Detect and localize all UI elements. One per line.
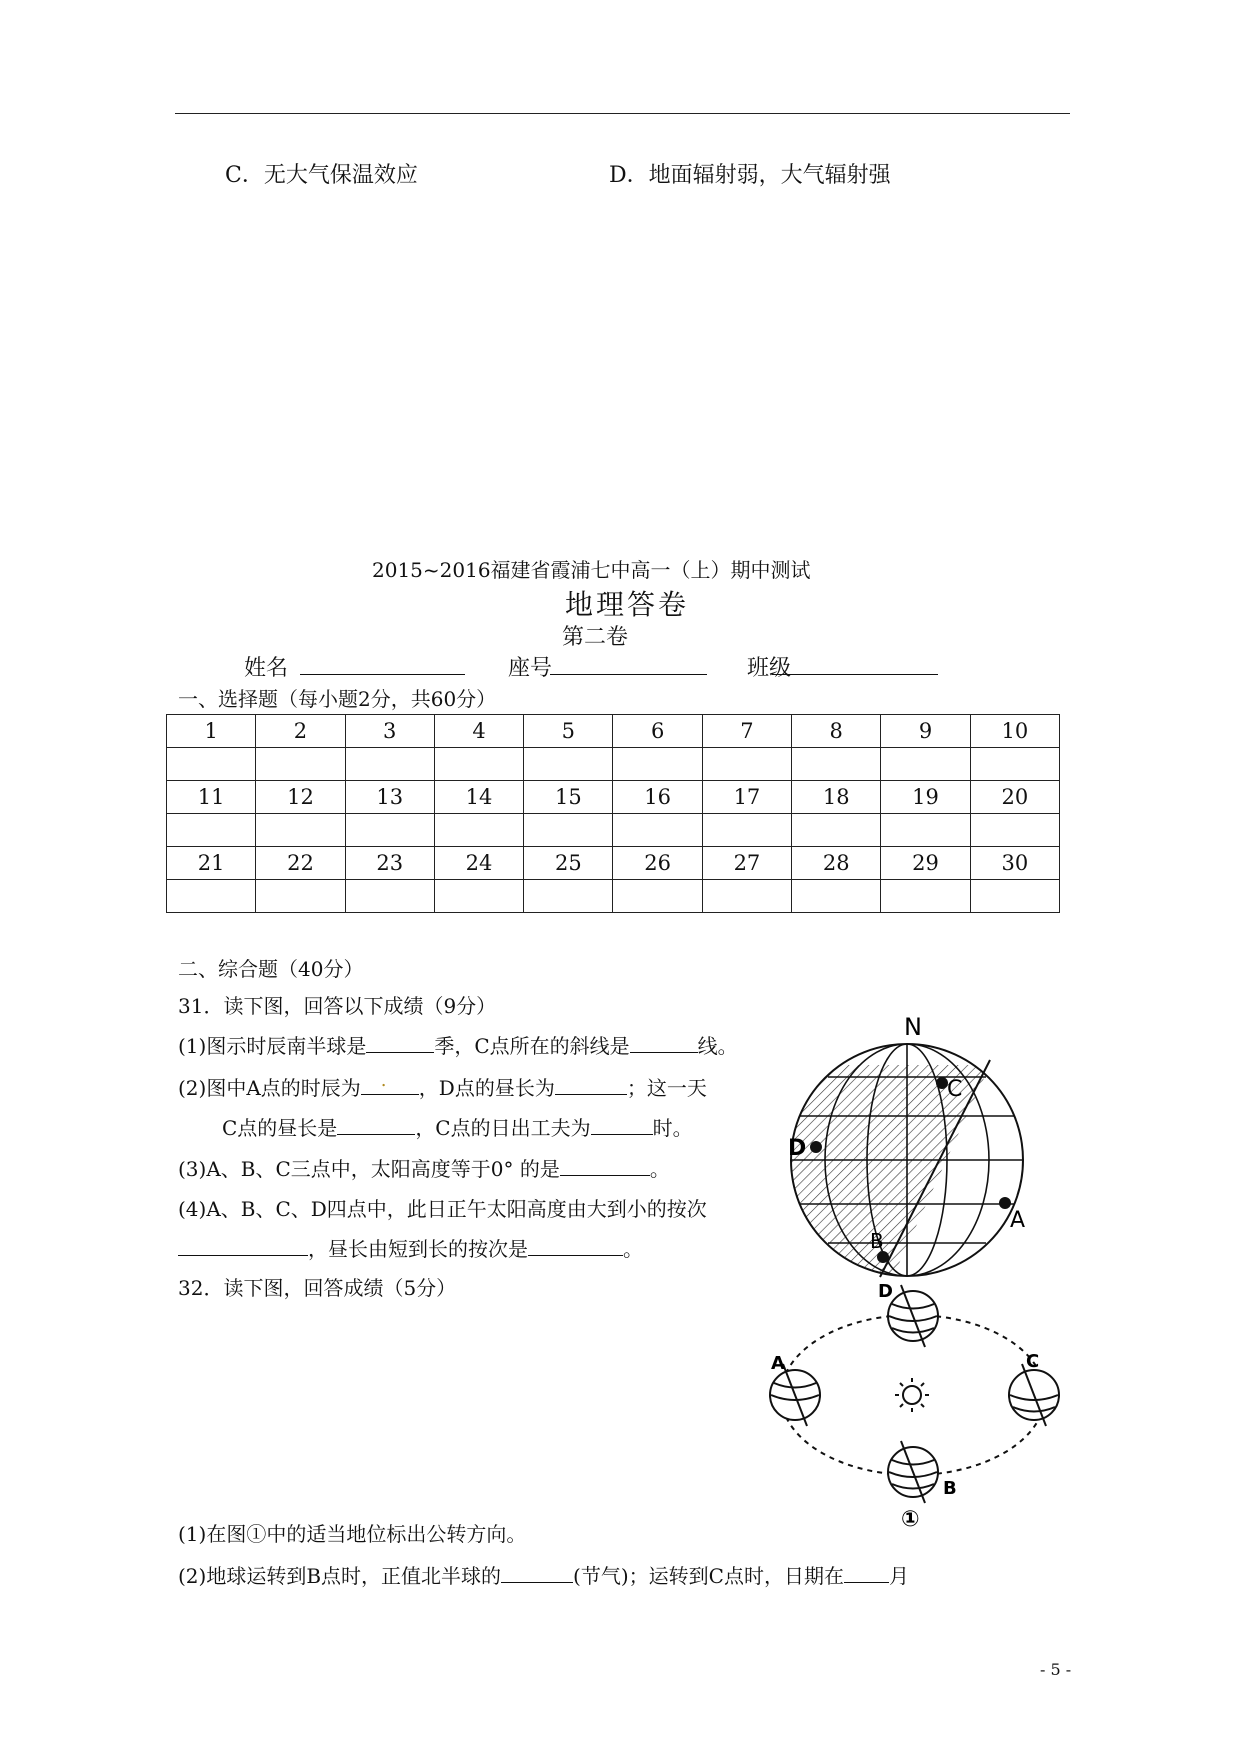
answer-cell[interactable] bbox=[702, 748, 791, 781]
question-number-cell: 7 bbox=[702, 715, 791, 748]
question-number-cell: 20 bbox=[970, 781, 1059, 814]
orbit-label-c: C bbox=[1026, 1351, 1040, 1372]
header-rule bbox=[175, 113, 1070, 114]
section2-heading: 二、综合题（40分） bbox=[178, 957, 364, 981]
answer-blank[interactable] bbox=[560, 1155, 650, 1176]
answer-cell[interactable] bbox=[613, 814, 702, 847]
question-number-cell: 22 bbox=[256, 847, 345, 880]
orbit-figure-number: ① bbox=[901, 1507, 920, 1530]
main-title: 地理答卷 bbox=[565, 588, 690, 621]
answer-cell[interactable] bbox=[613, 748, 702, 781]
q31-part4: (4)A、B、C、D四点中，此日正午太阳高度由大到小的按次 bbox=[178, 1197, 707, 1221]
answer-blank[interactable] bbox=[844, 1562, 889, 1583]
q31-part3: (3)A、B、C三点中，太阳高度等于0° 的是 。 bbox=[178, 1157, 670, 1181]
question-number-cell: 17 bbox=[702, 781, 791, 814]
point-d bbox=[810, 1141, 822, 1153]
label-n: N bbox=[904, 1013, 922, 1041]
answer-cell[interactable] bbox=[702, 814, 791, 847]
section1-heading: 一、选择题（每小题2分，共60分） bbox=[178, 687, 497, 711]
label-b: B bbox=[870, 1229, 884, 1253]
question-number-cell: 11 bbox=[167, 781, 256, 814]
question-number-cell: 23 bbox=[345, 847, 434, 880]
answer-row bbox=[167, 814, 1060, 847]
answer-row bbox=[167, 880, 1060, 913]
answer-blank[interactable] bbox=[555, 1074, 627, 1095]
option-d: D．地面辐射弱，大气辐射强 bbox=[609, 163, 891, 188]
question-number-cell: 4 bbox=[434, 715, 523, 748]
question-number-cell: 28 bbox=[792, 847, 881, 880]
question-number-cell: 26 bbox=[613, 847, 702, 880]
class-field[interactable] bbox=[772, 674, 938, 675]
label-a: A bbox=[1010, 1208, 1026, 1233]
q32-part2: (2)地球运转到B点时，正值北半球的 (节气)；运转到C点时，日期在 月 bbox=[178, 1564, 909, 1588]
answer-blank[interactable] bbox=[630, 1032, 698, 1053]
answer-blank[interactable] bbox=[366, 1032, 434, 1053]
q31-part4-cont: ，昼长由短到长的按次是 。 bbox=[178, 1233, 643, 1262]
answer-cell[interactable] bbox=[970, 880, 1059, 913]
answer-cell[interactable] bbox=[881, 748, 970, 781]
orbit-label-d: D bbox=[878, 1281, 893, 1302]
earth-b bbox=[888, 1441, 938, 1503]
answer-blank[interactable] bbox=[591, 1114, 653, 1135]
question-number-cell: 6 bbox=[613, 715, 702, 748]
answer-cell[interactable] bbox=[256, 880, 345, 913]
question-number-cell: 30 bbox=[970, 847, 1059, 880]
answer-row bbox=[167, 748, 1060, 781]
answer-cell[interactable] bbox=[434, 748, 523, 781]
seat-label: 座号 bbox=[508, 656, 553, 681]
question-number-cell: 27 bbox=[702, 847, 791, 880]
table-header-row bbox=[167, 781, 1060, 814]
name-field[interactable] bbox=[300, 674, 465, 675]
orbit-figure bbox=[755, 1280, 1075, 1530]
table-header-row bbox=[167, 847, 1060, 880]
name-label: 姓名 bbox=[244, 656, 289, 681]
question-number-cell: 21 bbox=[167, 847, 256, 880]
q31-part1: (1)图示时辰南半球是 季，C点所在的斜线是 线。 bbox=[178, 1034, 738, 1058]
answer-cell[interactable] bbox=[970, 748, 1059, 781]
answer-cell[interactable] bbox=[256, 748, 345, 781]
sun-icon bbox=[895, 1378, 929, 1412]
question-number-cell: 10 bbox=[970, 715, 1059, 748]
question-number-cell: 16 bbox=[613, 781, 702, 814]
table-header-row bbox=[167, 715, 1060, 748]
answer-cell[interactable] bbox=[881, 880, 970, 913]
question-number-cell: 9 bbox=[881, 715, 970, 748]
answer-cell[interactable] bbox=[524, 748, 613, 781]
answer-cell[interactable] bbox=[792, 880, 881, 913]
question-number-cell: 1 bbox=[167, 715, 256, 748]
question-number-cell: 25 bbox=[524, 847, 613, 880]
class-label: 班级 bbox=[747, 656, 792, 681]
question-number-cell: 18 bbox=[792, 781, 881, 814]
question-number-cell: 3 bbox=[345, 715, 434, 748]
orbit-label-a: A bbox=[771, 1353, 785, 1374]
answer-cell[interactable] bbox=[434, 814, 523, 847]
earth-c bbox=[1009, 1364, 1059, 1426]
q31-part2: (2)图中A点的时辰为 . ，D点的昼长为 ；这一天 bbox=[178, 1070, 707, 1100]
earth-d bbox=[888, 1285, 938, 1347]
answer-cell[interactable] bbox=[524, 880, 613, 913]
label-c: C bbox=[947, 1077, 963, 1102]
question-number-cell: 29 bbox=[881, 847, 970, 880]
question-number-cell: 12 bbox=[256, 781, 345, 814]
answer-cell[interactable] bbox=[345, 880, 434, 913]
answer-cell[interactable] bbox=[167, 880, 256, 913]
q31-part2-cont: C点的昼长是 ，C点的日出工夫为 时。 bbox=[222, 1116, 693, 1140]
answer-cell[interactable] bbox=[345, 748, 434, 781]
answer-blank[interactable] bbox=[528, 1235, 623, 1256]
orbit-label-b: B bbox=[943, 1478, 957, 1499]
question-number-cell: 19 bbox=[881, 781, 970, 814]
answer-cell[interactable] bbox=[345, 814, 434, 847]
question-number-cell: 5 bbox=[524, 715, 613, 748]
seat-field[interactable] bbox=[550, 674, 707, 675]
answer-cell[interactable] bbox=[792, 748, 881, 781]
q32-part1: (1)在图①中的适当地位标出公转方向。 bbox=[178, 1522, 527, 1546]
question-number-cell: 8 bbox=[792, 715, 881, 748]
answer-cell[interactable] bbox=[524, 814, 613, 847]
answer-cell[interactable] bbox=[167, 814, 256, 847]
answer-table bbox=[166, 714, 1060, 913]
answer-cell[interactable] bbox=[434, 880, 523, 913]
answer-cell[interactable] bbox=[881, 814, 970, 847]
question-number-cell: 14 bbox=[434, 781, 523, 814]
answer-cell[interactable] bbox=[256, 814, 345, 847]
page-number: - 5 - bbox=[1040, 1660, 1072, 1679]
question-number-cell: 24 bbox=[434, 847, 523, 880]
volume-title: 第二卷 bbox=[562, 625, 629, 650]
label-d: D bbox=[788, 1136, 807, 1161]
question-number-cell: 2 bbox=[256, 715, 345, 748]
school-title: 2015~2016福建省霞浦七中高一（上）期中测试 bbox=[372, 558, 811, 582]
option-c: C．无大气保温效应 bbox=[225, 163, 418, 188]
answer-blank[interactable]: . bbox=[361, 1074, 419, 1095]
globe-figure bbox=[780, 1005, 1080, 1285]
answer-cell[interactable] bbox=[613, 880, 702, 913]
answer-blank[interactable] bbox=[178, 1235, 308, 1256]
answer-blank[interactable] bbox=[501, 1562, 573, 1583]
q32-title: 32．读下图，回答成绩（5分） bbox=[178, 1276, 457, 1300]
answer-blank[interactable] bbox=[337, 1114, 415, 1135]
question-number-cell: 15 bbox=[524, 781, 613, 814]
question-number-cell: 13 bbox=[345, 781, 434, 814]
q31-title: 31．读下图，回答以下成绩（9分） bbox=[178, 994, 497, 1018]
answer-cell[interactable] bbox=[167, 748, 256, 781]
answer-cell[interactable] bbox=[792, 814, 881, 847]
answer-cell[interactable] bbox=[702, 880, 791, 913]
answer-cell[interactable] bbox=[970, 814, 1059, 847]
